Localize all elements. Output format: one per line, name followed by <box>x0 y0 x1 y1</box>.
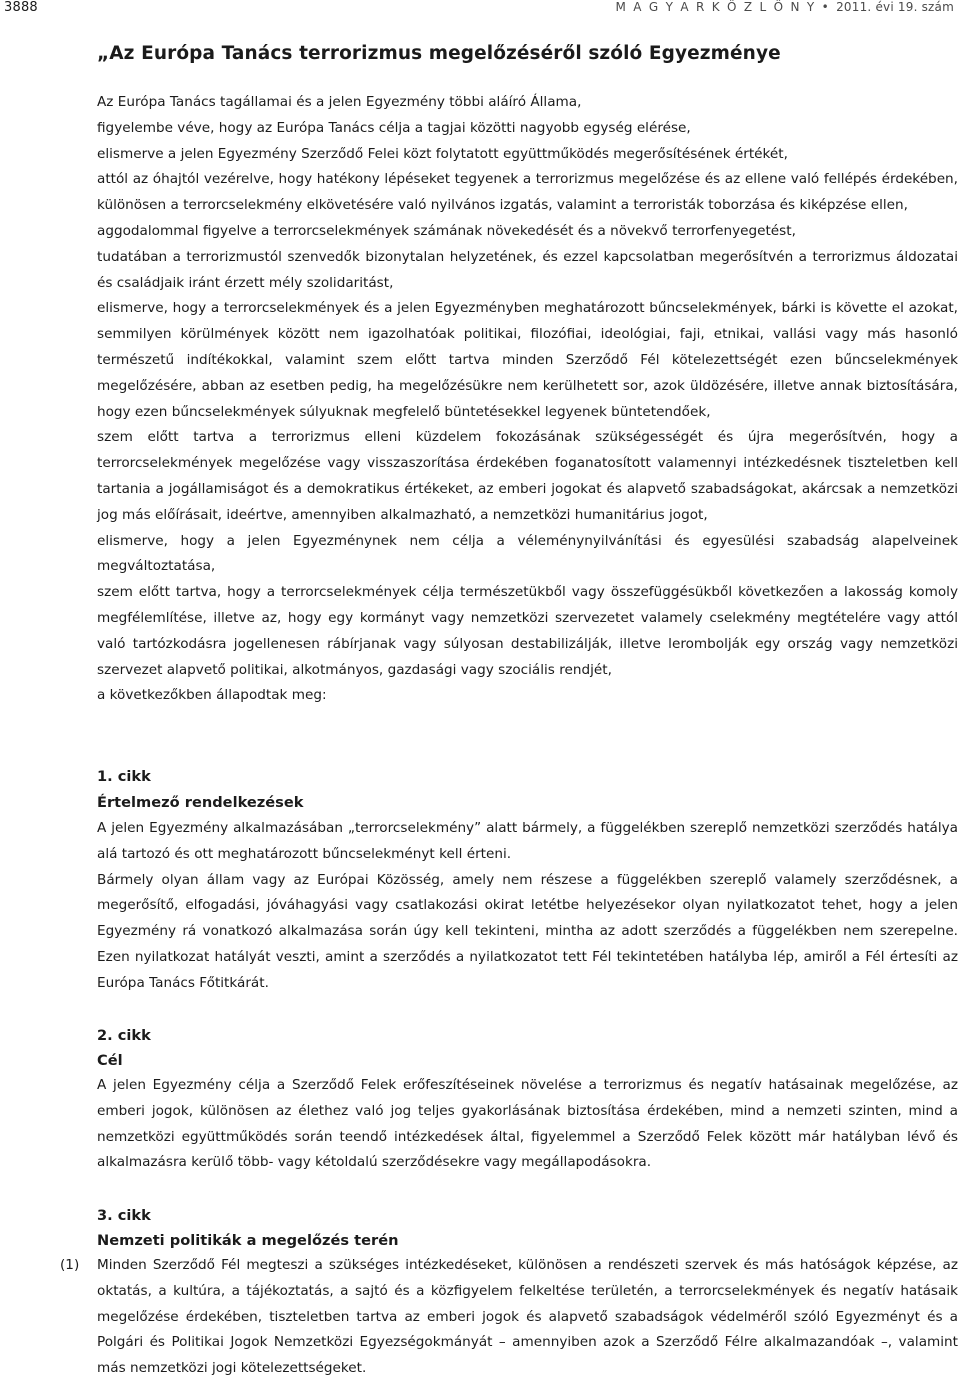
journal-name: M A G Y A R K Ö Z L Ö N Y <box>615 0 816 14</box>
preamble-paragraph: a következőkben állapodtak meg: <box>97 687 327 704</box>
preamble-paragraph: aggodalommal figyelve a terrorcselekmények számának növekedését és a növekvő terrorfenyegetést, <box>97 222 796 239</box>
running-head <box>615 0 954 14</box>
article-1-paragraph: A jelen Egyezmény alkalmazásában „terrorcselekmény” alatt bármely, a függelékben szereplő nemzetközi szerződés hatálya alá tartozó és ott meghatározott bűncselekményt kell érteni. <box>97 820 958 862</box>
preamble-paragraph: tudatában a terrorizmustól szenvedők bizonytalan helyzetének, és ezzel kapcsolatban megerősítvén a terrorizmus áldozatai és családjaik iránt érzett mély szolidaritást, <box>97 248 958 291</box>
article-2-body <box>97 1073 958 1176</box>
preamble-paragraph: elismerve, hogy a terrorcselekmények és a jelen Egyezményben meghatározott bűncselekmények, bárki is követte el azokat, semmilyen körülmények között nem igazolhatóak politikai, filozófiai, ideológiai, faji, etnikai, vallási vagy más hasonló természetű indítékokkal, valamint szem előtt tartva minden Szerződő Fél kötelezettségét ezen bűncselekmények megelőzésére, abban az esetben pedig, ha megelőzésükre nem kerülhetett sor, azok üldözésére, illetve annak biztosítására, hogy ezen bűncselekmények súlyuknak megfelelő büntetésekkel legyenek büntetendőek, <box>97 300 958 420</box>
article-3-body <box>97 1253 958 1382</box>
article-1-body <box>97 816 958 997</box>
issue-number: 2011. évi 19. szám <box>836 0 954 14</box>
article-1-number: 1. cikk <box>97 768 151 785</box>
bullet-separator: • <box>821 0 837 14</box>
paragraph-number: (1) <box>60 1257 80 1273</box>
article-1-paragraph: Bármely olyan állam vagy az Európai Közösség, amely nem részese a függelékben szereplő valamely szerződésnek, a megerősítő, elfogadási, jóváhagyási vagy csatlakozási okirat letétbe helyezésekor olyan nyilatkozatot tehet, hogy a jelen Egyezmény rá vonatkozó alkalmazása során úgy kell tekinteni, mintha az adott szerződés a függelékben nem szerepelne. Ezen nyilatkozat hatályát veszti, amint a szerződés a nyilatkozatot tett Fél tekintetében hatályba lép, amiről a Fél értesíti az Európa Tanács Főtitkárát. <box>97 871 958 991</box>
article-3-paragraph: Minden Szerződő Fél megteszi a szükséges intézkedéseket, különösen a rendészeti szervek és más hatóságok képzése, az oktatás, a kultúra, a tájékoztatás, a sajtó és a közfigyelem felkeltése területén, a terrorcselekmények és negatív hatásaik megelőzése érdekében, tiszteletben tartva az emberi jogok és alapvető szabadságok védelméről szóló Egyezményt és a Polgári és Politikai Jogok Nemzetközi Egyezségokmányát – amennyiben azok a Szerződő Félre alkalmazandóak –, valamint más nemzetközi jogi kötelezettségeket. <box>97 1257 958 1377</box>
article-3-heading: Nemzeti politikák a megelőzés terén <box>97 1232 399 1249</box>
preamble-paragraph: attól az óhajtól vezérelve, hogy hatékony lépéseket tegyenek a terrorizmus megelőzése és az ellene való fellépés érdekében, különösen a terrorcselekmény elkövetésére való nyilvános izgatás, valamint a terroristák toborzása és kiképzése ellen, <box>97 171 958 214</box>
preamble-paragraph: szem előtt tartva, hogy a terrorcselekmények célja természetükből vagy összefüggésükből következően a lakosság komoly megfélemlítése, illetve az, hogy egy kormányt vagy nemzetközi szervezetet valamely cselekmény megtételére vagy attól való tartózkodásra jogellenesen rábírjanak vagy súlyosan destabilizálják, illetve lerombolják egy ország vagy nemzetközi szervezet alapvető politikai, alkotmányos, gazdasági vagy szociális rendjét, <box>97 584 958 678</box>
article-2-number: 2. cikk <box>97 1027 151 1044</box>
preamble-paragraph: figyelembe véve, hogy az Európa Tanács célja a tagjai közötti nagyobb egység elérése, <box>97 119 691 136</box>
article-1-heading: Értelmező rendelkezések <box>97 794 304 811</box>
preamble-paragraph: Az Európa Tanács tagállamai és a jelen Egyezmény többi aláíró Állama, <box>97 94 582 110</box>
article-2-heading: Cél <box>97 1052 123 1069</box>
preamble-paragraph: elismerve a jelen Egyezmény Szerződő Felei közt folytatott együttműködés megerősítésének értékét, <box>97 145 788 162</box>
preamble <box>97 90 958 709</box>
preamble-paragraph: elismerve, hogy a jelen Egyezménynek nem célja a véleménynyilvánítási és egyesülési szabadság alapelveinek megváltoztatása, <box>97 532 958 575</box>
article-2-paragraph: A jelen Egyezmény célja a Szerződő Felek erőfeszítéseinek növelése a terrorizmus és negatív hatásainak megelőzése, az emberi jogok, különösen az élethez való jog teljes gyakorlásának biztosítása érdekében, mind a nemzeti szinten, mind a nemzetközi együttműködés során teendő intézkedések által, figyelemmel a Szerződő Felek között már hatályban lévő és alkalmazásra kerülő több- vagy kétoldalú szerződésekre vagy megállapodásokra. <box>97 1077 958 1171</box>
document-title: „Az Európa Tanács terrorizmus megelőzéséről szóló Egyezménye <box>97 43 781 64</box>
preamble-paragraph: szem előtt tartva a terrorizmus elleni küzdelem fokozásának szükségességét és újra megerősítvén, hogy a terrorcselekmények megelőzése vagy visszaszorítása érdekében foganatosított valamennyi intézkedésnek tiszteletben kell tartania a jogállamiságot és a demokratikus értékeket, az emberi jogokat és alapvető szabadságokat, akárcsak a nemzetközi jog más előírásait, ideértve, amennyiben alkalmazható, a nemzetközi humanitárius jogot, <box>97 429 958 523</box>
article-3-number: 3. cikk <box>97 1207 151 1224</box>
page-number: 3888 <box>4 0 38 15</box>
